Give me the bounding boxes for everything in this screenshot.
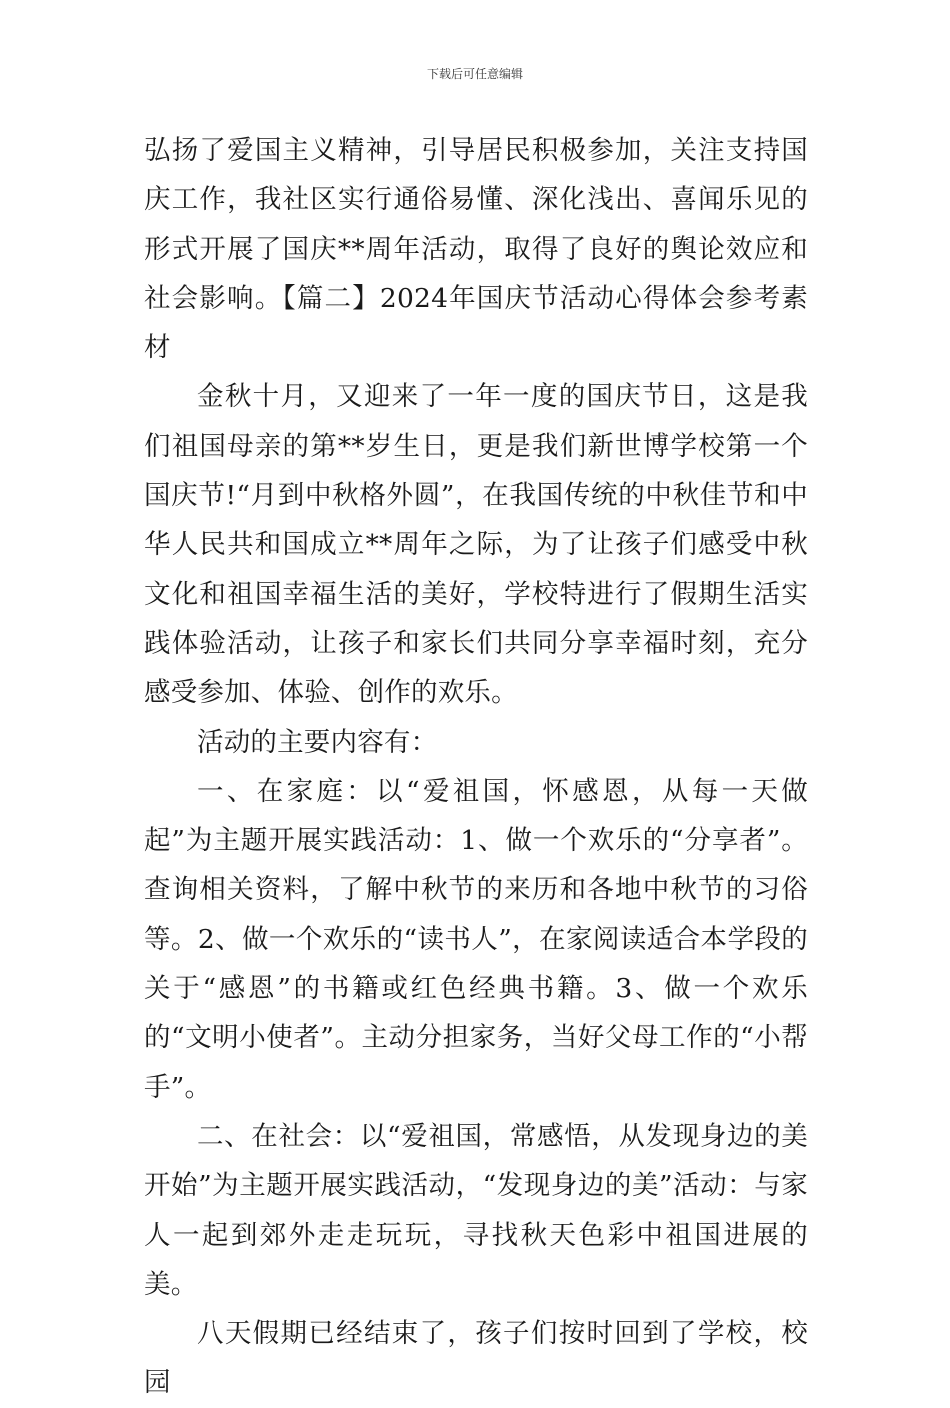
- paragraph-5: 二、在社会：以“爱祖国，常感悟，从发现身边的美开始”为主题开展实践活动，“发现身边的美”活动：与家人一起到郊外走走玩玩，寻找秋天色彩中祖国进展的美。: [144, 1120, 808, 1300]
- paragraph-1: 弘扬了爱国主义精神，引导居民积极参加，关注支持国庆工作，我社区实行通俗易懂、深化浅出、喜闻乐见的形式开展了国庆**周年活动，取得了良好的舆论效应和社会影响。【篇二】2024年国庆节活动心得体会参考素材: [144, 135, 808, 364]
- paragraph-4: 一、在家庭：以“爱祖国，怀感恩，从每一天做起”为主题开展实践活动：1、做一个欢乐的“分享者”。查询相关资料，了解中秋节的来历和各地中秋节的习俗等。2、做一个欢乐的“读书人”，在家阅读适合本学段的关于“感恩”的书籍或红色经典书籍。3、做一个欢乐的“文明小使者”。主动分担家务，当好父母工作的“小帮手”。: [144, 775, 808, 1103]
- paragraph-6: 八天假期已经结束了，孩子们按时回到了学校，校园: [144, 1318, 808, 1399]
- paragraph-3: 活动的主要内容有：: [197, 726, 438, 758]
- page-header: 下载后可任意编辑: [426, 67, 523, 81]
- document-body: [144, 126, 808, 1408]
- paragraph-2: 金秋十月，又迎来了一年一度的国庆节日，这是我们祖国母亲的第**岁生日，更是我们新世博学校第一个国庆节!“月到中秋格外圆”，在我国传统的中秋佳节和中华人民共和国成立**周年之际，为了让孩子们感受中秋文化和祖国幸福生活的美好，学校特进行了假期生活实践体验活动，让孩子和家长们共同分享幸福时刻，充分感受参加、体验、创作的欢乐。: [144, 381, 808, 709]
